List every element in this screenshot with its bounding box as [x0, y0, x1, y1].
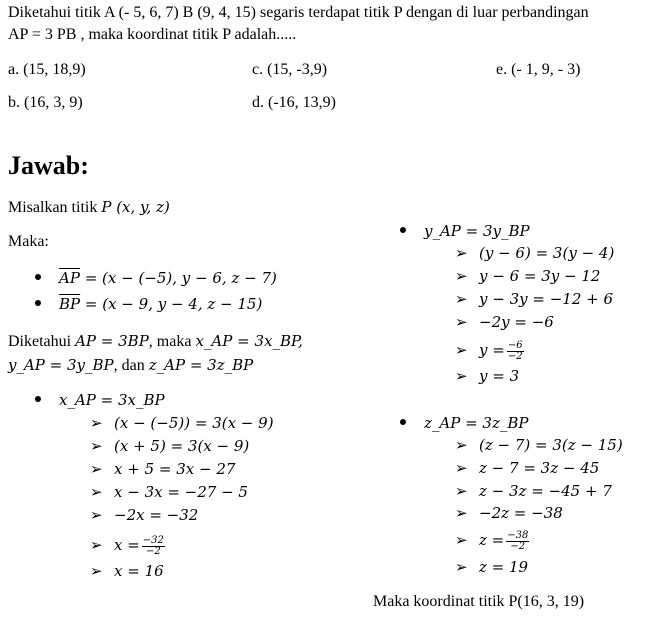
arrow-icon: ➢ — [455, 341, 468, 359]
arrow-icon: ➢ — [90, 437, 103, 455]
arrow-icon: ➢ — [90, 483, 103, 501]
z-step: ➢ z − 7 = 3z − 45 — [455, 459, 600, 477]
y-section-head — [400, 221, 530, 242]
x-section-head — [35, 390, 165, 411]
given-line-2 — [8, 355, 253, 376]
x-step: ➢ −2x = −32 — [90, 506, 199, 524]
bullet-dot — [400, 419, 406, 425]
vector-ap-item — [35, 268, 277, 289]
z-step: ➢ z = 19 — [455, 558, 529, 576]
y-step: ➢ y − 3y = −12 + 6 — [455, 290, 614, 308]
given-x-relation: x_AP = 3x_BP, — [195, 332, 303, 350]
question-line-2: AP = 3 PB , maka koordinat titik P adalah..... — [8, 26, 297, 43]
y-step: ➢ y − 6 = 3y − 12 — [455, 267, 601, 285]
x-step: ➢ (x − (−5)) = 3(x − 9) — [90, 414, 274, 432]
arrow-icon: ➢ — [455, 244, 468, 262]
given-z-relation: z_AP = 3z_BP — [148, 356, 254, 374]
arrow-icon: ➢ — [455, 482, 468, 500]
x-step: ➢ (x + 5) = 3(x − 9) — [90, 437, 250, 455]
y-step: ➢ −2y = −6 — [455, 313, 554, 331]
z-head-expr: z_AP = 3z_BP — [424, 414, 529, 432]
given-maka: , maka — [148, 333, 192, 350]
given-y-relation: y_AP = 3y_BP — [8, 356, 114, 374]
arrow-icon: ➢ — [455, 290, 468, 308]
z-fraction: $\frac{-38}{-2}$ — [507, 529, 529, 552]
arrow-icon: ➢ — [455, 436, 468, 454]
arrow-icon: ➢ — [455, 459, 468, 477]
z-step-fraction: ➢ z = $\frac{-38}{-2}$ — [455, 529, 529, 552]
arrow-icon: ➢ — [455, 531, 468, 549]
option-c: c. (15, -3,9) — [252, 61, 328, 78]
let-statement — [8, 197, 170, 218]
z-step: ➢ −2z = −38 — [455, 504, 563, 522]
z-step: ➢ (z − 7) = 3(z − 15) — [455, 436, 623, 454]
arrow-icon: ➢ — [90, 460, 103, 478]
option-b: b. (16, 3, 9) — [8, 94, 83, 111]
option-a: a. (15, 18,9) — [8, 61, 86, 78]
bullet-dot — [35, 396, 41, 402]
given-dan: , dan — [113, 357, 145, 374]
vector-bp-label: $\overline{BP}$ — [59, 295, 81, 313]
y-fraction: $\frac{-6}{-2}$ — [507, 339, 523, 362]
y-step-fraction: ➢ y = $\frac{-6}{-2}$ — [455, 339, 523, 362]
option-d: d. (-16, 13,9) — [252, 94, 336, 111]
y-step: ➢ (y − 6) = 3(y − 4) — [455, 244, 615, 262]
let-math: P (x, y, z) — [101, 198, 170, 216]
answer-heading: Jawab: — [8, 151, 89, 180]
let-text: Misalkan titik — [8, 199, 98, 216]
arrow-icon: ➢ — [455, 504, 468, 522]
vector-bp-expr: = (x − 9, y − 4, z − 15) — [80, 295, 263, 313]
arrow-icon: ➢ — [90, 506, 103, 524]
x-step: ➢ x + 5 = 3x − 27 — [90, 460, 236, 478]
arrow-icon: ➢ — [90, 536, 103, 554]
x-head-expr: x_AP = 3x_BP — [59, 391, 165, 409]
arrow-icon: ➢ — [455, 558, 468, 576]
given-line-1 — [8, 331, 303, 352]
x-fraction: $\frac{-32}{-2}$ — [142, 534, 164, 557]
bullet-dot — [400, 227, 406, 233]
arrow-icon: ➢ — [90, 414, 103, 432]
given-text: Diketahui — [8, 333, 72, 350]
question-line-1: Diketahui titik A (- 5, 6, 7) B (9, 4, 15) segaris terdapat titik P dengan di luar perbandingan — [8, 4, 589, 21]
arrow-icon: ➢ — [455, 313, 468, 331]
vector-ap-expr: = (x − (−5), y − 6, z − 7) — [79, 269, 277, 287]
x-step: ➢ x = 16 — [90, 562, 164, 580]
vector-bp-item — [35, 294, 262, 315]
arrow-icon: ➢ — [455, 267, 468, 285]
y-head-expr: y_AP = 3y_BP — [424, 222, 530, 240]
z-section-head — [400, 413, 529, 434]
option-e: e. (- 1, 9, - 3) — [496, 61, 581, 78]
arrow-icon: ➢ — [90, 562, 103, 580]
x-step-fraction: ➢ x = $\frac{-32}{-2}$ — [90, 534, 164, 557]
bullet-dot — [35, 300, 41, 306]
bullet-dot — [35, 274, 41, 280]
z-step: ➢ z − 3z = −45 + 7 — [455, 482, 612, 500]
vector-ap-label: $\overline{AP}$ — [59, 269, 80, 287]
given-ratio: AP = 3BP — [75, 332, 149, 350]
conclusion: Maka koordinat titik P(16, 3, 19) — [373, 593, 585, 610]
arrow-icon: ➢ — [455, 367, 468, 385]
maka-label: Maka: — [8, 233, 49, 250]
y-step: ➢ y = 3 — [455, 367, 520, 385]
x-step: ➢ x − 3x = −27 − 5 — [90, 483, 248, 501]
